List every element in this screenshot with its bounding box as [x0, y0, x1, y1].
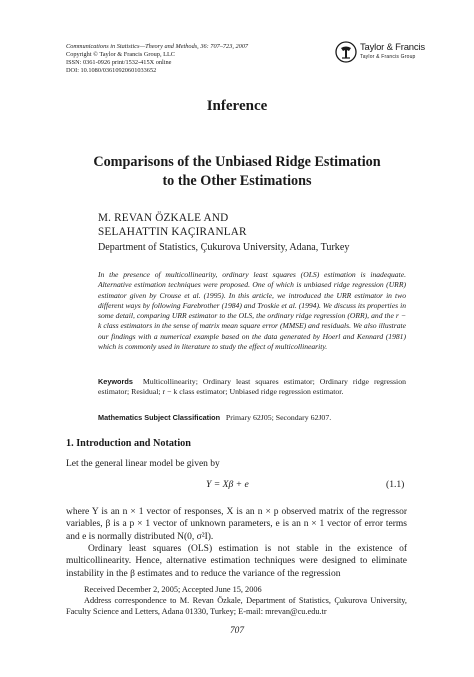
msc-label: Mathematics Subject Classification	[98, 413, 221, 422]
page-number: 707	[229, 626, 245, 636]
publisher-logo	[335, 40, 445, 64]
equation-number: (1.1)	[386, 479, 405, 490]
journal-line-4: DOI: 10.1080/03610920601033652	[66, 67, 157, 75]
authors	[98, 211, 247, 239]
footnote	[66, 585, 407, 617]
author-line-1: M. REVAN ÖZKALE AND	[98, 212, 229, 224]
author-line-2: SELAHATTIN KAÇIRANLAR	[98, 226, 247, 238]
affiliation: Department of Statistics, Çukurova University, Adana, Turkey	[98, 242, 350, 253]
abstract: In the presence of multicollinearity, ordinary least squares (OLS) estimation is inadequate. Alternative estimation techniques were proposed. One of which is unbiased ridge regression (URR) estimator given by Crouse et al. (1995). In this article, we introduced the URR estimator in two different ways by following Farebrother (1984) and Troskie et al. (1994). We discuss its properties in some detail, comparing URR estimator to the OLS, the ordinary ridge regression (ORR), and the r − k class estimators in the sense of matrix mean square error (MMSE) and residuals. We also illustrate our findings with a numerical example based on the data generated by Hoerl and Kennard (1981) which is commonly used in literature to study the effect of multicollinearity.	[98, 270, 406, 352]
publisher-name: Taylor & Francis	[360, 42, 425, 53]
equation-formula: Y = Xβ + e	[206, 479, 249, 490]
keywords	[98, 377, 406, 398]
journal-line-2: Copyright © Taylor & Francis Group, LLC	[66, 51, 175, 59]
journal-citation	[66, 43, 306, 75]
section-heading: Inference	[206, 98, 268, 114]
footnote-address: Address correspondence to M. Revan Özkale, Department of Statistics, Çukurova University, Faculty Science and Letters, Adana 01330, Turkey; E-mail: mrevan@cu.edu.tr	[66, 595, 407, 616]
paper-title-line-1: Comparisons of the Unbiased Ridge Estimation	[93, 154, 381, 170]
publisher-tagline: Taylor & Francis Group	[360, 54, 416, 60]
paper-title-line-2: to the Other Estimations	[162, 173, 312, 189]
footnote-received: Received December 2, 2005; Accepted June 15, 2006	[84, 585, 262, 594]
publisher-logo-icon	[335, 41, 357, 63]
keywords-text: Multicollinearity; Ordinary least squares estimator; Ordinary ridge regression estimator; Residual; r − k class estimator; Unbiased ridge regression estimator.	[98, 377, 406, 397]
paragraph-definitions: where Y is an n × 1 vector of responses, X is an n × p observed matrix of the regressor variables, β is a p × 1 vector of unknown parameters, e is an n × 1 vector of error terms and e is normally distributed N(0, σ²I).	[66, 507, 407, 542]
journal-line-1: Communications in Statistics—Theory and Methods, 36: 707–723, 2007	[66, 43, 249, 50]
msc-text: Primary 62J05; Secondary 62J07.	[225, 413, 332, 422]
section-1-heading: 1. Introduction and Notation	[66, 438, 191, 449]
paper-title	[60, 153, 414, 191]
paragraph-ols: Ordinary least squares (OLS) estimation is not stable in the existence of multicollinearity. Hence, alternative estimation techniques were designed to eliminate instability in the β estimates and to reduce the variance of the regression	[66, 544, 407, 579]
paragraph-intro: Let the general linear model be given by	[66, 459, 220, 469]
subject-classification	[98, 413, 406, 422]
keywords-label: Keywords	[98, 377, 133, 386]
journal-line-3: ISSN: 0361-0926 print/1532-415X online	[66, 59, 172, 67]
